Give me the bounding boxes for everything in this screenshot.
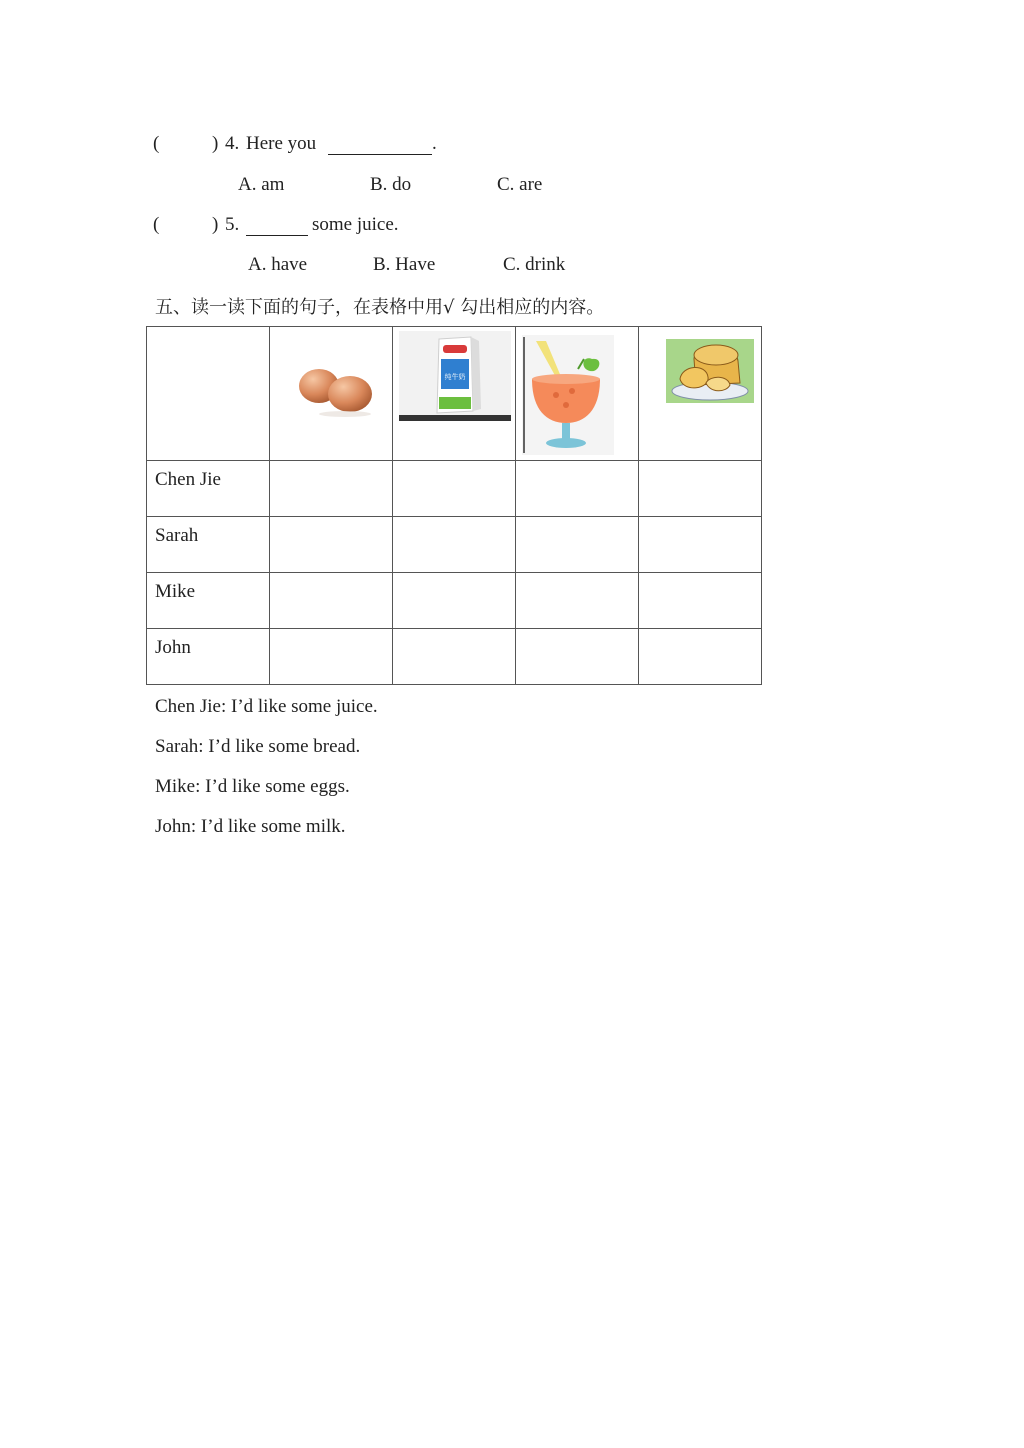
question-text: some juice. [312,214,399,235]
sentence-sarah: Sarah: I’d like some bread. [155,736,361,757]
eggs-icon [295,363,377,419]
answer-paren-open: ( [153,214,160,235]
check-cell[interactable] [639,629,762,685]
row-name-sarah: Sarah [147,517,270,573]
option-a: A. have [248,254,308,275]
check-cell[interactable] [393,573,516,629]
sentence-mike: Mike: I’d like some eggs. [155,776,350,797]
row-name-chen-jie: Chen Jie [147,461,270,517]
row-name-mike: Mike [147,573,270,629]
option-c: C. are [497,174,543,195]
check-cell[interactable] [516,573,639,629]
milk-carton-label: 纯牛奶 [444,373,466,381]
question-text: Here you [246,133,317,154]
juice-glass-icon [522,335,614,455]
option-b: B. Have [373,254,436,275]
sentence-john: John: I’d like some milk. [155,816,346,837]
check-cell[interactable] [516,629,639,685]
check-cell[interactable] [270,517,393,573]
food-preference-table [146,326,762,685]
question-number: 5. [225,214,240,235]
answer-blank[interactable] [246,234,308,236]
check-cell[interactable] [393,517,516,573]
check-cell[interactable] [270,461,393,517]
check-cell[interactable] [516,517,639,573]
section-heading: 五、读一读下面的句子，在表格中用√ 勾出相应的内容。 [155,297,605,318]
check-cell[interactable] [516,461,639,517]
header-eggs-cell [270,327,393,461]
header-empty-cell [147,327,270,461]
check-cell[interactable] [639,517,762,573]
check-cell[interactable] [270,629,393,685]
bread-icon [666,339,754,403]
question-number: 4. [225,133,240,154]
option-c: C. drink [503,254,566,275]
question-end-mark: . [432,133,437,154]
answer-blank[interactable] [328,153,432,155]
milk-carton-icon [399,331,511,421]
row-name-john: John [147,629,270,685]
header-milk-cell [393,327,516,461]
check-cell[interactable] [270,573,393,629]
header-bread-cell [639,327,762,461]
option-b: B. do [370,174,412,195]
header-juice-cell [516,327,639,461]
answer-paren-close: ) [212,133,219,154]
check-cell[interactable] [393,629,516,685]
answer-paren-close: ) [212,214,219,235]
answer-paren-open: ( [153,133,160,154]
check-cell[interactable] [639,573,762,629]
option-a: A. am [238,174,285,195]
sentence-chen-jie: Chen Jie: I’d like some juice. [155,696,378,717]
check-cell[interactable] [393,461,516,517]
check-cell[interactable] [639,461,762,517]
